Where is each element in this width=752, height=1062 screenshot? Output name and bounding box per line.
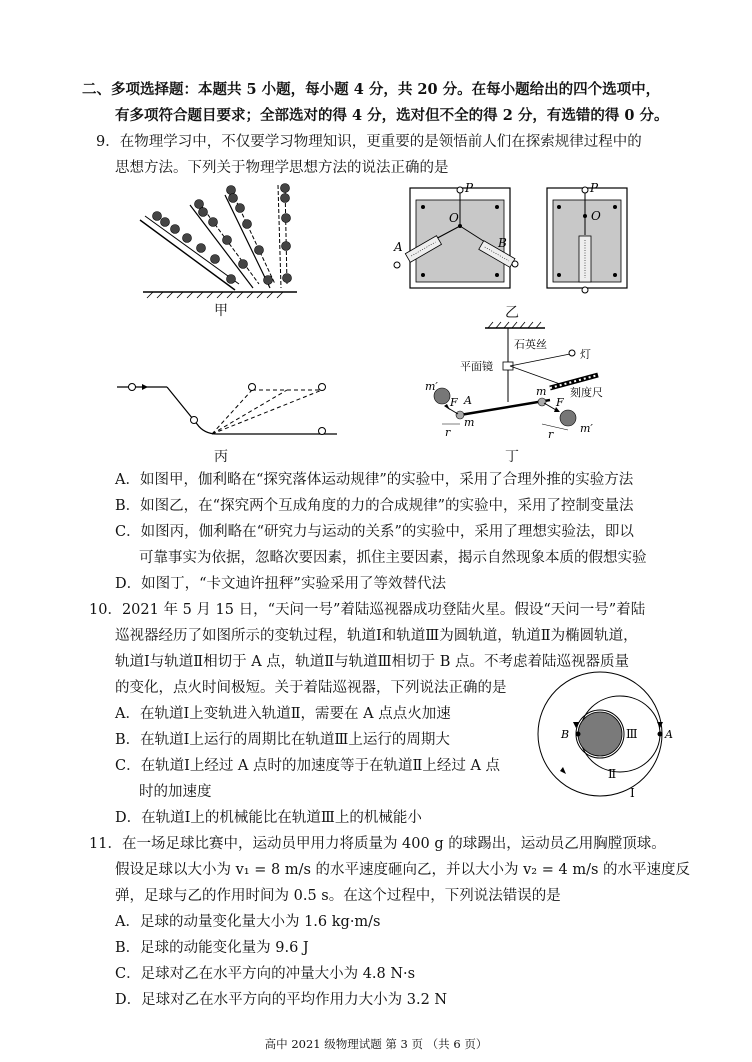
figure-yi [375,180,635,300]
figure-jia [135,180,305,305]
figure-ding [420,320,620,445]
fig-orbit-III: Ⅲ [626,727,638,741]
q11-stem-line1: 11．在一场足球比赛中，运动员甲用力将质量为 400 g 的球踢出，运动员乙用胸膛顶球。 [89,836,666,852]
q10-stem-line3: 轨道Ⅰ与轨道Ⅱ相切于 A 点，轨道Ⅱ与轨道Ⅲ相切于 B 点。不考虑着陆巡视器质量 [115,654,629,670]
q10-stem-line1: 10．2021 年 5 月 15 日，“天问一号”着陆巡视器成功登陆火星。假设“天问一号”着陆 [89,602,646,618]
figure-orbits [530,670,680,800]
fig-yi-A: A [394,240,403,254]
q9-option-b: B．如图乙，在“探究两个互成角度的力的合成规律”的实验中，采用了控制变量法 [115,498,634,514]
fig-yi-O1: O [449,211,459,225]
fig-ding-A: A [464,394,472,407]
section-title-line1: 二、多项选择题：本题共 5 小题，每小题 4 分，共 20 分。在每小题给出的四个选项中， [82,81,661,98]
q11-stem-line3: 弹，足球与乙的作用时间为 0.5 s。在这个过程中，下列说法错误的是 [115,888,561,904]
fig-ding-m2: m [536,385,547,398]
q10-option-b: B．在轨道Ⅰ上运行的周期比在轨道Ⅲ上运行的周期大 [115,732,450,748]
fig-ding-r1: r [445,426,451,439]
q9-option-c-line2: 可靠事实为依据，忽略次要因素，抓住主要因素，揭示自然现象本质的假想实验 [139,550,647,566]
fig-ding-light: 灯 [580,348,591,361]
fig-ding-F1: F [450,396,458,409]
fig-ding-mprime2: m′ [580,422,593,435]
figure-ding-label: 丁 [505,449,519,465]
fig-ding-m1: m [464,416,475,429]
fig-orbit-A: A [665,728,673,741]
q10-option-c-line2: 时的加速度 [139,784,212,800]
q10-option-d: D．在轨道Ⅰ上的机械能比在轨道Ⅲ上的机械能小 [115,810,422,826]
figure-yi-label: 乙 [505,305,519,321]
figure-bing [112,372,342,447]
fig-orbit-B: B [561,728,570,741]
q11-option-a: A．足球的动量变化量大小为 1.6 kg·m/s [115,914,381,930]
q9-option-c-line1: C．如图丙，伽利略在“研究力与运动的关系”的实验中，采用了理想实验法，即以 [115,524,634,540]
q10-stem-line2: 巡视器经历了如图所示的变轨过程，轨道Ⅰ和轨道Ⅲ为圆轨道，轨道Ⅱ为椭圆轨道， [115,628,638,644]
fig-ding-quartz: 石英丝 [514,338,547,351]
fig-yi-P2: P [590,181,599,195]
figure-bing-label: 丙 [214,449,228,465]
q11-option-b: B．足球的动能变化量为 9.6 J [115,940,309,956]
fig-ding-r2: r [548,428,554,441]
figure-jia-label: 甲 [214,303,228,319]
fig-ding-mirror: 平面镜 [460,360,493,373]
fig-ding-mprime1: m′ [425,380,438,393]
fig-ding-F2: F [556,396,564,409]
q10-option-c-line1: C．在轨道Ⅰ上经过 A 点时的加速度等于在轨道Ⅱ上经过 A 点 [115,758,501,774]
fig-yi-P1: P [465,181,474,195]
q11-option-c: C．足球对乙在水平方向的冲量大小为 4.8 N·s [115,966,416,982]
fig-orbit-I: Ⅰ [630,786,635,800]
q11-option-d: D．足球对乙在水平方向的平均作用力大小为 3.2 N [115,992,448,1008]
page-footer: 高中 2021 级物理试题 第 3 页 （共 6 页） [264,1037,488,1051]
fig-orbit-II: Ⅱ [608,767,617,781]
q9-stem-line2: 思想方法。下列关于物理学思想方法的说法正确的是 [115,160,449,176]
fig-ding-scale: 刻度尺 [570,386,603,399]
fig-yi-B: B [498,236,507,250]
q9-option-d: D．如图丁，“卡文迪许扭秤”实验采用了等效替代法 [115,576,446,592]
q9-option-a: A．如图甲，伽利略在“探究落体运动规律”的实验中，采用了合理外推的实验方法 [115,472,634,488]
q11-stem-line2: 假设足球以大小为 v₁ = 8 m/s 的水平速度砸向乙，并以大小为 v₂ = 4 m/s 的水平速度反 [115,862,690,878]
q10-option-a: A．在轨道Ⅰ上变轨进入轨道Ⅱ，需要在 A 点点火加速 [115,706,451,722]
section-title-line2: 有多项符合题目要求；全部选对的得 4 分，选对但不全的得 2 分，有选错的得 0 分。 [115,107,669,124]
fig-yi-O2: O [591,209,601,223]
q9-stem-line1: 9．在物理学习中，不仅要学习物理知识，更重要的是领悟前人们在探索规律过程中的 [96,134,642,150]
q10-stem-line4: 的变化，点火时间极短。关于着陆巡视器，下列说法正确的是 [115,680,507,696]
